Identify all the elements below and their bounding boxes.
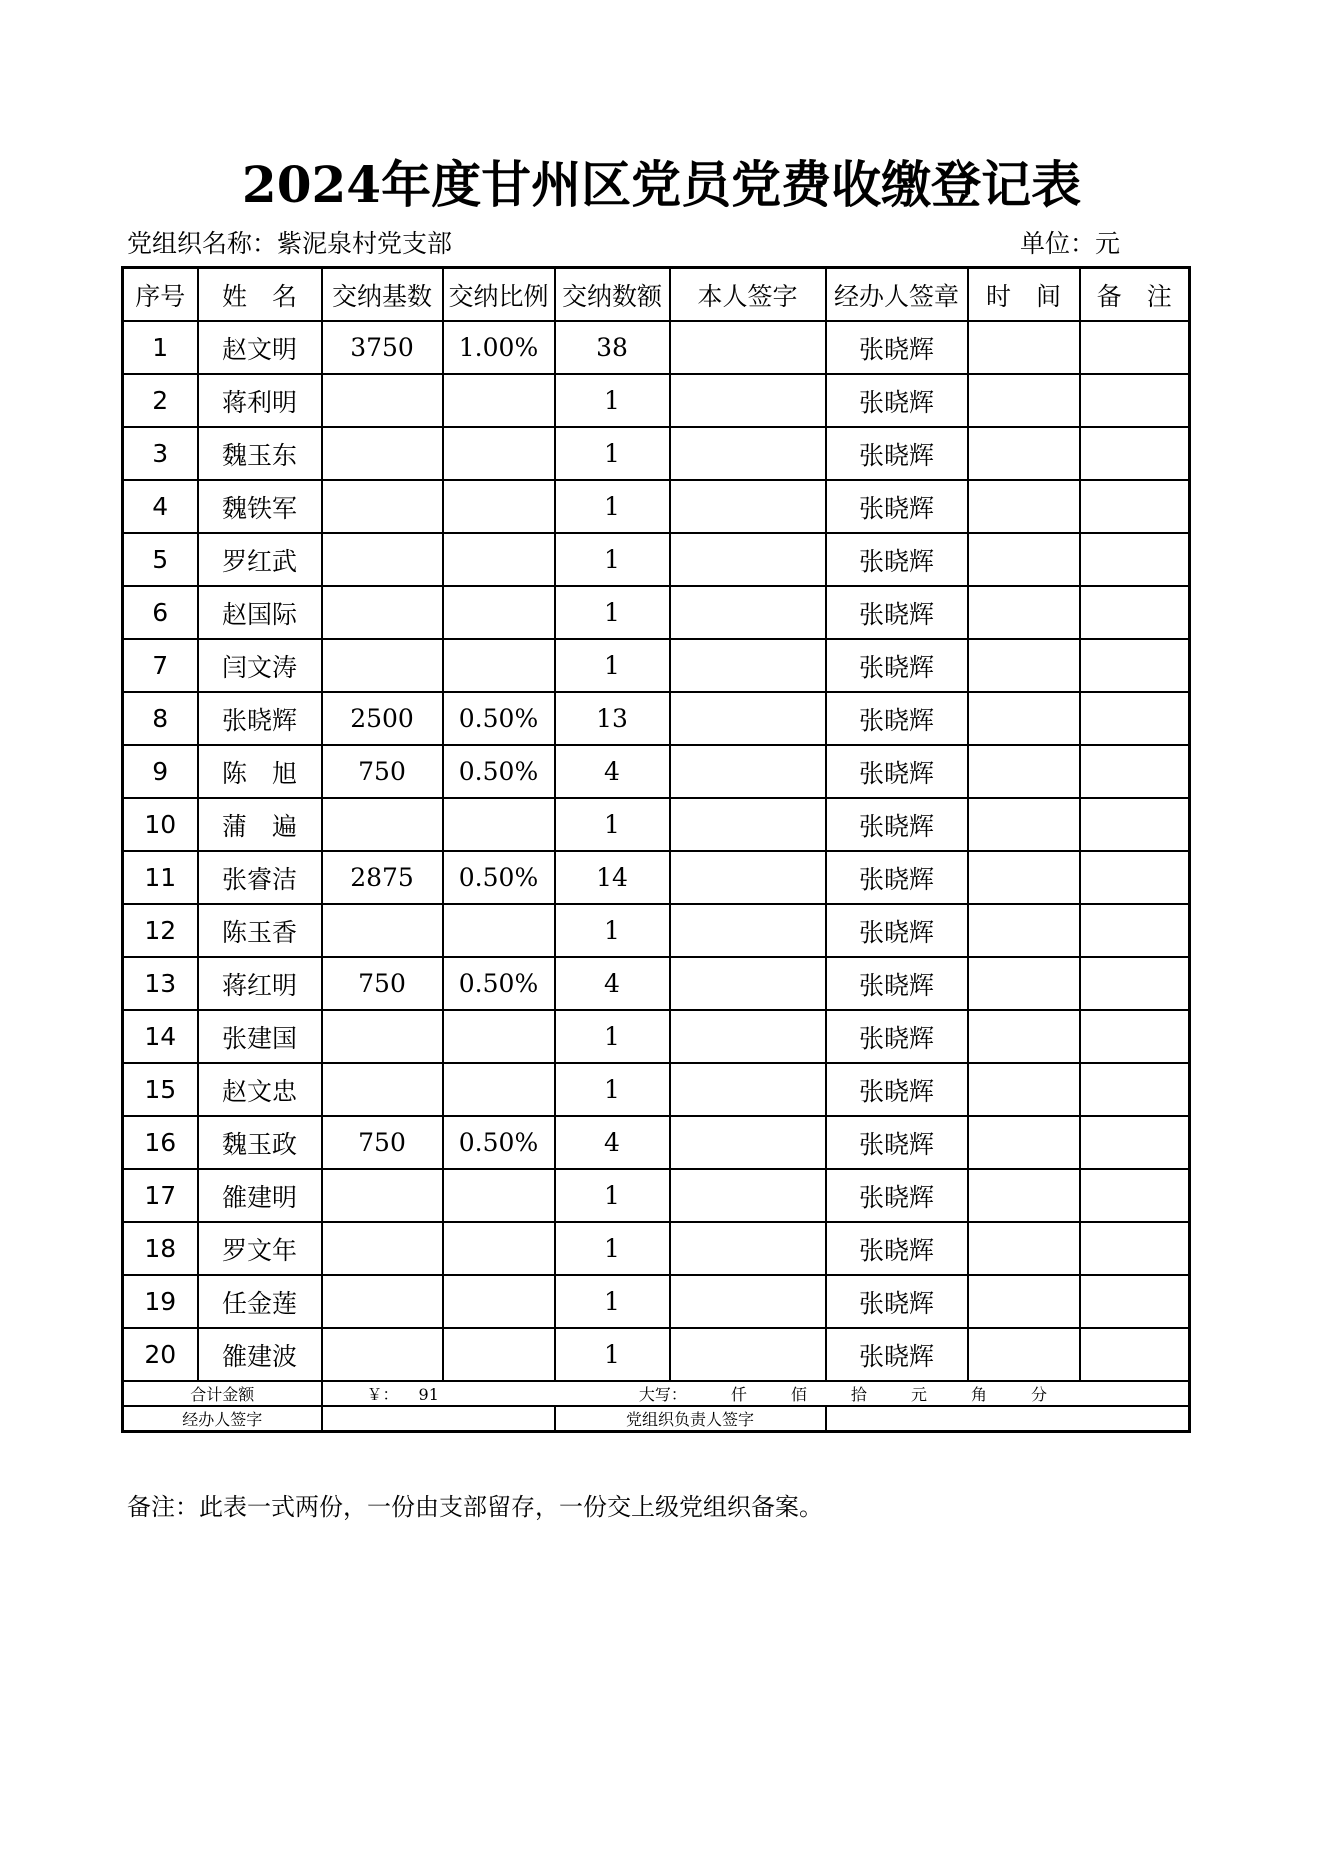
payment-time (968, 957, 1080, 1010)
handler-signature: 张晓辉 (826, 904, 968, 957)
handler-signature: 张晓辉 (826, 1116, 968, 1169)
payment-time (968, 374, 1080, 427)
header-base: 交纳基数 (322, 268, 443, 322)
payment-time (968, 1169, 1080, 1222)
table-row (123, 1275, 1190, 1328)
remark (1080, 1169, 1190, 1222)
remark (1080, 1010, 1190, 1063)
remark (1080, 1275, 1190, 1328)
dues-ratio: 1.00% (443, 321, 555, 374)
dues-ratio (443, 374, 555, 427)
dues-ratio: 0.50% (443, 957, 555, 1010)
member-name: 蒋利明 (198, 374, 322, 427)
dues-ratio (443, 639, 555, 692)
dues-amount: 1 (555, 1328, 670, 1381)
dues-base (322, 427, 443, 480)
payment-time (968, 1328, 1080, 1381)
dues-ratio: 0.50% (443, 851, 555, 904)
table-row (123, 427, 1190, 480)
total-amount-cell (322, 1381, 1190, 1406)
self-signature (670, 639, 826, 692)
dues-ratio (443, 1063, 555, 1116)
dues-base (322, 1063, 443, 1116)
dues-ratio (443, 533, 555, 586)
payment-time (968, 904, 1080, 957)
handler-signature: 张晓辉 (826, 639, 968, 692)
table-row (123, 692, 1190, 745)
dues-ratio (443, 1222, 555, 1275)
table-row (123, 1328, 1190, 1381)
header-time: 时 间 (968, 268, 1080, 322)
row-number: 15 (123, 1063, 198, 1116)
dues-register-table (121, 266, 1191, 1433)
dues-ratio (443, 1169, 555, 1222)
handler-signature: 张晓辉 (826, 745, 968, 798)
dues-amount: 1 (555, 1169, 670, 1222)
row-number: 13 (123, 957, 198, 1010)
self-signature (670, 957, 826, 1010)
row-number: 2 (123, 374, 198, 427)
payment-time (968, 1222, 1080, 1275)
table-row (123, 533, 1190, 586)
leader-sign-label: 党组织负责人签字 (555, 1406, 826, 1432)
organization-name: 党组织名称：紫泥泉村党支部 (127, 229, 453, 258)
dues-amount: 13 (555, 692, 670, 745)
member-name: 蒋红明 (198, 957, 322, 1010)
dues-base (322, 374, 443, 427)
dues-base (322, 586, 443, 639)
dues-base (322, 480, 443, 533)
table-row (123, 957, 1190, 1010)
header-self-sign: 本人签字 (670, 268, 826, 322)
row-number: 6 (123, 586, 198, 639)
dues-amount: 14 (555, 851, 670, 904)
row-number: 7 (123, 639, 198, 692)
row-number: 1 (123, 321, 198, 374)
payment-time (968, 745, 1080, 798)
dues-amount: 38 (555, 321, 670, 374)
row-number: 16 (123, 1116, 198, 1169)
handler-signature: 张晓辉 (826, 1063, 968, 1116)
table-row (123, 798, 1190, 851)
member-name: 张睿洁 (198, 851, 322, 904)
dues-amount: 1 (555, 904, 670, 957)
dues-base: 3750 (322, 321, 443, 374)
handler-signature: 张晓辉 (826, 1328, 968, 1381)
payment-time (968, 1063, 1080, 1116)
leader-sign-field[interactable] (826, 1406, 1190, 1432)
handler-signature: 张晓辉 (826, 1010, 968, 1063)
member-name: 陈玉香 (198, 904, 322, 957)
payment-time (968, 1010, 1080, 1063)
payment-time (968, 639, 1080, 692)
table-row (123, 1169, 1190, 1222)
signature-row (123, 1406, 1190, 1432)
self-signature (670, 904, 826, 957)
dues-ratio (443, 1328, 555, 1381)
member-name: 张建国 (198, 1010, 322, 1063)
member-name: 任金莲 (198, 1275, 322, 1328)
row-number: 20 (123, 1328, 198, 1381)
dues-amount: 1 (555, 374, 670, 427)
self-signature (670, 1063, 826, 1116)
member-name: 魏铁军 (198, 480, 322, 533)
dues-amount: 1 (555, 798, 670, 851)
member-name: 赵国际 (198, 586, 322, 639)
table-row (123, 1222, 1190, 1275)
remark (1080, 745, 1190, 798)
total-row (123, 1381, 1190, 1406)
remark (1080, 480, 1190, 533)
member-name: 罗红武 (198, 533, 322, 586)
self-signature (670, 374, 826, 427)
payment-time (968, 1275, 1080, 1328)
payment-time (968, 1116, 1080, 1169)
dues-ratio: 0.50% (443, 692, 555, 745)
dues-amount: 4 (555, 957, 670, 1010)
self-signature (670, 1222, 826, 1275)
dues-amount: 1 (555, 586, 670, 639)
remark (1080, 1063, 1190, 1116)
payment-time (968, 798, 1080, 851)
capital-unit-yuan: 元 (910, 1385, 927, 1404)
remark (1080, 1328, 1190, 1381)
row-number: 18 (123, 1222, 198, 1275)
dues-ratio (443, 1275, 555, 1328)
handler-sign-field[interactable] (322, 1406, 555, 1432)
capital-unit-tens: 拾 (850, 1385, 867, 1404)
dues-base (322, 1010, 443, 1063)
self-signature (670, 321, 826, 374)
dues-base (322, 904, 443, 957)
dues-ratio: 0.50% (443, 1116, 555, 1169)
member-name: 张晓辉 (198, 692, 322, 745)
member-name: 蒲 遍 (198, 798, 322, 851)
member-name: 雒建明 (198, 1169, 322, 1222)
footnote: 备注：此表一式两份，一份由支部留存，一份交上级党组织备案。 (127, 1493, 823, 1521)
handler-signature: 张晓辉 (826, 851, 968, 904)
dues-ratio (443, 904, 555, 957)
payment-time (968, 321, 1080, 374)
self-signature (670, 1275, 826, 1328)
member-name: 罗文年 (198, 1222, 322, 1275)
table-row (123, 374, 1190, 427)
capital-amount-label: 大写： (638, 1385, 687, 1404)
dues-base (322, 1328, 443, 1381)
handler-sign-label: 经办人签字 (123, 1406, 322, 1432)
header-no: 序号 (123, 268, 198, 322)
handler-signature: 张晓辉 (826, 692, 968, 745)
row-number: 14 (123, 1010, 198, 1063)
dues-base (322, 1169, 443, 1222)
member-name: 赵文明 (198, 321, 322, 374)
remark (1080, 1116, 1190, 1169)
row-number: 12 (123, 904, 198, 957)
currency-unit: 单位：元 (1020, 229, 1121, 258)
dues-ratio (443, 427, 555, 480)
dues-base: 750 (322, 957, 443, 1010)
payment-time (968, 427, 1080, 480)
table-row (123, 745, 1190, 798)
row-number: 5 (123, 533, 198, 586)
dues-amount: 1 (555, 533, 670, 586)
dues-amount: 1 (555, 639, 670, 692)
dues-base (322, 1222, 443, 1275)
handler-signature: 张晓辉 (826, 798, 968, 851)
header-name: 姓 名 (198, 268, 322, 322)
currency-symbol: ￥： (366, 1385, 399, 1404)
table-row (123, 904, 1190, 957)
row-number: 11 (123, 851, 198, 904)
dues-base (322, 533, 443, 586)
capital-unit-hundreds: 佰 (790, 1385, 807, 1404)
remark (1080, 904, 1190, 957)
dues-ratio (443, 798, 555, 851)
handler-signature: 张晓辉 (826, 480, 968, 533)
self-signature (670, 586, 826, 639)
handler-signature: 张晓辉 (826, 374, 968, 427)
total-label: 合计金额 (123, 1381, 322, 1406)
dues-base: 2500 (322, 692, 443, 745)
row-number: 17 (123, 1169, 198, 1222)
dues-amount: 1 (555, 480, 670, 533)
table-row (123, 480, 1190, 533)
remark (1080, 639, 1190, 692)
capital-unit-fen: 分 (1030, 1385, 1047, 1404)
dues-ratio (443, 1010, 555, 1063)
member-name: 魏玉东 (198, 427, 322, 480)
header-handler-sign: 经办人签章 (826, 268, 968, 322)
dues-base: 750 (322, 745, 443, 798)
member-name: 赵文忠 (198, 1063, 322, 1116)
handler-signature: 张晓辉 (826, 321, 968, 374)
handler-signature: 张晓辉 (826, 957, 968, 1010)
dues-ratio: 0.50% (443, 745, 555, 798)
dues-base (322, 798, 443, 851)
handler-signature: 张晓辉 (826, 1169, 968, 1222)
remark (1080, 692, 1190, 745)
payment-time (968, 851, 1080, 904)
dues-amount: 1 (555, 1222, 670, 1275)
self-signature (670, 533, 826, 586)
table-row (123, 586, 1190, 639)
member-name: 闫文涛 (198, 639, 322, 692)
header-remark: 备 注 (1080, 268, 1190, 322)
dues-base: 750 (322, 1116, 443, 1169)
remark (1080, 1222, 1190, 1275)
table-row (123, 321, 1190, 374)
member-name: 魏玉政 (198, 1116, 322, 1169)
member-name: 雒建波 (198, 1328, 322, 1381)
table-row (123, 1010, 1190, 1063)
remark (1080, 851, 1190, 904)
payment-time (968, 586, 1080, 639)
remark (1080, 586, 1190, 639)
table-row (123, 1063, 1190, 1116)
handler-signature: 张晓辉 (826, 427, 968, 480)
dues-base (322, 1275, 443, 1328)
handler-signature: 张晓辉 (826, 586, 968, 639)
dues-amount: 1 (555, 1063, 670, 1116)
page-title: 2024年度甘州区党员党费收缴登记表 (241, 155, 1082, 214)
remark (1080, 533, 1190, 586)
self-signature (670, 1010, 826, 1063)
capital-unit-thousands: 仟 (730, 1385, 747, 1404)
self-signature (670, 1328, 826, 1381)
dues-amount: 1 (555, 427, 670, 480)
row-number: 8 (123, 692, 198, 745)
dues-base (322, 639, 443, 692)
self-signature (670, 1169, 826, 1222)
total-amount: 91 (418, 1385, 439, 1404)
header-ratio: 交纳比例 (443, 268, 555, 322)
remark (1080, 374, 1190, 427)
remark (1080, 798, 1190, 851)
dues-base: 2875 (322, 851, 443, 904)
table-row (123, 1116, 1190, 1169)
dues-amount: 1 (555, 1010, 670, 1063)
capital-unit-jiao: 角 (970, 1385, 987, 1404)
self-signature (670, 1116, 826, 1169)
payment-time (968, 692, 1080, 745)
table-row (123, 851, 1190, 904)
self-signature (670, 798, 826, 851)
remark (1080, 321, 1190, 374)
remark (1080, 957, 1190, 1010)
self-signature (670, 692, 826, 745)
payment-time (968, 533, 1080, 586)
handler-signature: 张晓辉 (826, 1222, 968, 1275)
dues-amount: 4 (555, 745, 670, 798)
row-number: 4 (123, 480, 198, 533)
dues-amount: 1 (555, 1275, 670, 1328)
row-number: 10 (123, 798, 198, 851)
dues-amount: 4 (555, 1116, 670, 1169)
row-number: 19 (123, 1275, 198, 1328)
self-signature (670, 480, 826, 533)
handler-signature: 张晓辉 (826, 1275, 968, 1328)
remark (1080, 427, 1190, 480)
row-number: 3 (123, 427, 198, 480)
dues-ratio (443, 586, 555, 639)
self-signature (670, 851, 826, 904)
table-body (123, 321, 1190, 1381)
table-header-row (123, 268, 1190, 322)
table-row (123, 639, 1190, 692)
handler-signature: 张晓辉 (826, 533, 968, 586)
header-amount: 交纳数额 (555, 268, 670, 322)
self-signature (670, 427, 826, 480)
row-number: 9 (123, 745, 198, 798)
dues-ratio (443, 480, 555, 533)
payment-time (968, 480, 1080, 533)
self-signature (670, 745, 826, 798)
member-name: 陈 旭 (198, 745, 322, 798)
